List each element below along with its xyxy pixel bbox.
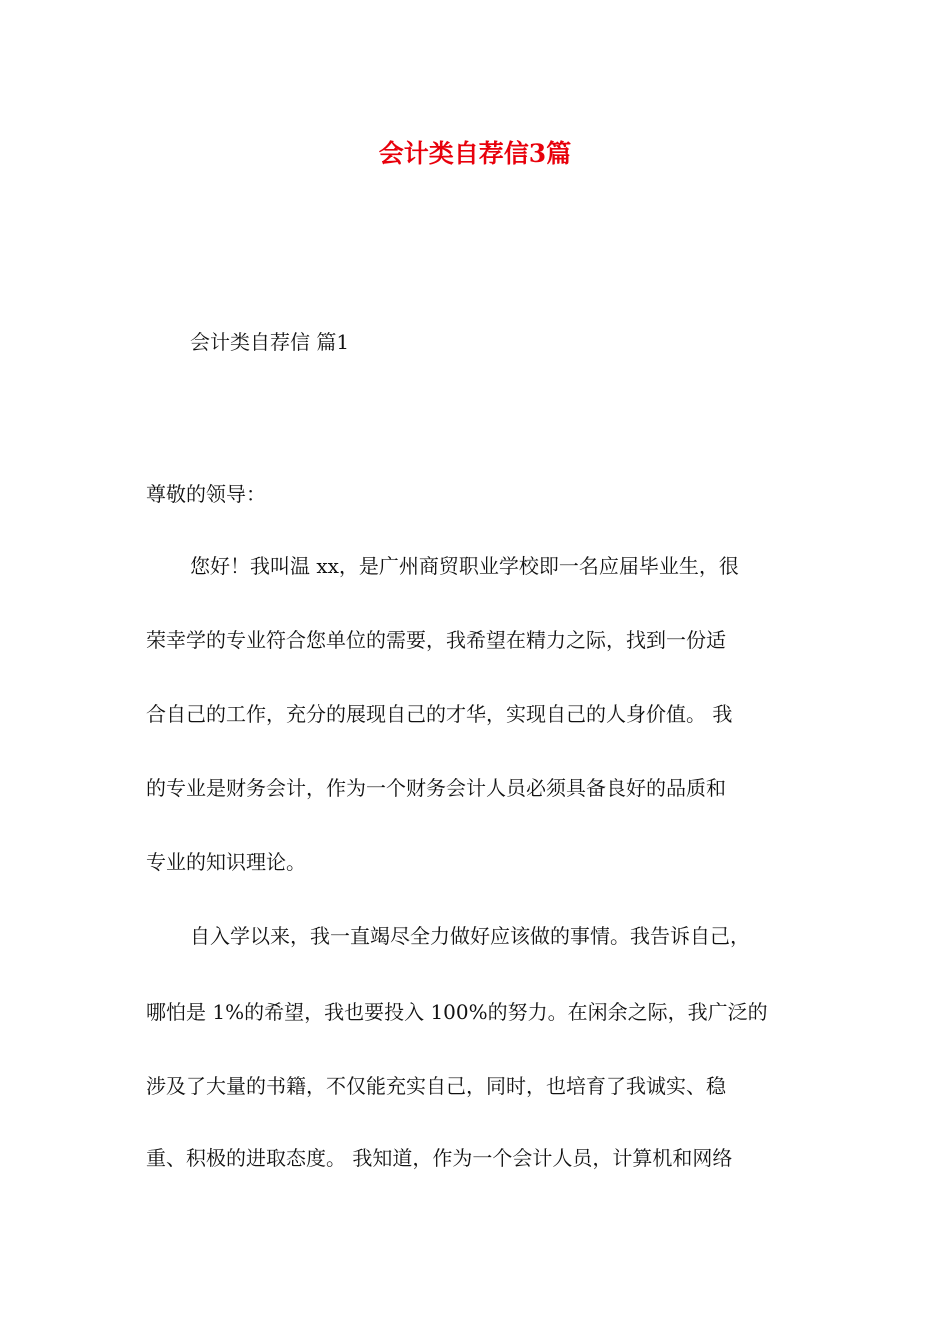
section-heading: 会计类自荐信 篇1 bbox=[190, 330, 350, 354]
body-line: 自入学以来，我一直竭尽全力做好应该做的事情。我告诉自己， bbox=[190, 924, 750, 948]
salutation: 尊敬的领导： bbox=[146, 482, 266, 506]
body-line: 重、积极的进取态度。 我知道，作为一个会计人员，计算机和网络 bbox=[146, 1146, 733, 1170]
body-line: 哪怕是 1%的希望，我也要投入 100%的努力。在闲余之际，我广泛的 bbox=[146, 1000, 768, 1024]
body-line: 荣幸学的专业符合您单位的需要，我希望在精力之际，找到一份适 bbox=[146, 628, 726, 652]
body-line: 的专业是财务会计，作为一个财务会计人员必须具备良好的品质和 bbox=[146, 776, 726, 800]
document-title: 会计类自荐信3篇 bbox=[378, 139, 572, 168]
body-line: 专业的知识理论。 bbox=[146, 850, 306, 874]
body-line: 涉及了大量的书籍，不仅能充实自己，同时，也培育了我诚实、稳 bbox=[146, 1074, 726, 1098]
body-line: 您好！我叫温 xx，是广州商贸职业学校即一名应届毕业生，很 bbox=[190, 554, 739, 578]
body-line: 合自己的工作，充分的展现自己的才华，实现自己的人身价值。 我 bbox=[146, 702, 733, 726]
